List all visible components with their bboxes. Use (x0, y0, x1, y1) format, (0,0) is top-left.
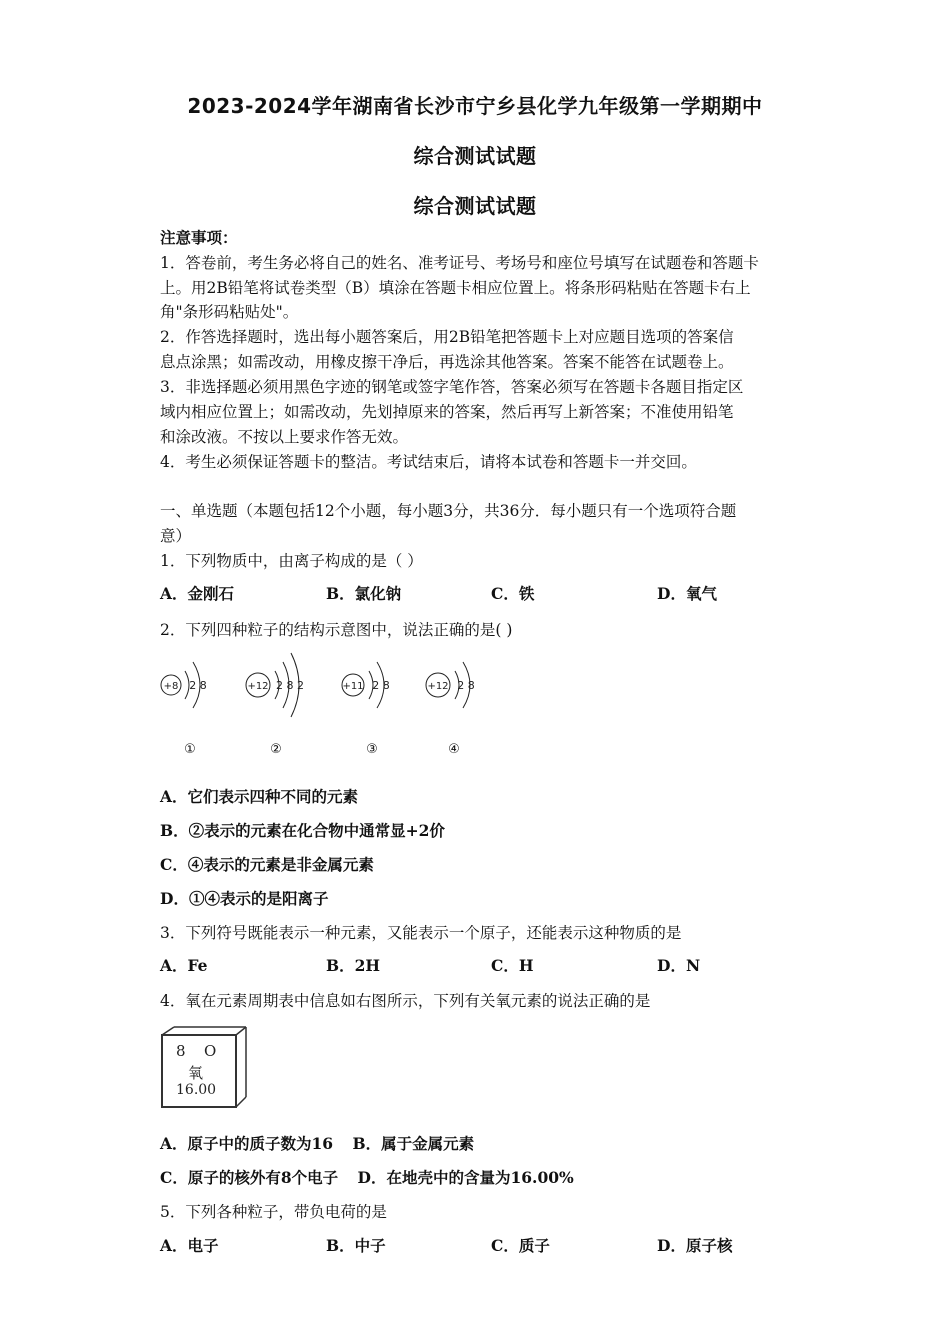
notice-line: 2．作答选择题时，选出每小题答案后，用2B铅笔把答题卡上对应题目选项的答案信 (160, 328, 734, 346)
q2-option-b: B．②表示的元素在化合物中通常显+2价 (160, 821, 445, 840)
q3-option-a: A．Fe (160, 956, 208, 975)
notice-line: 域内相应位置上；如需改动，先划掉原来的答案，然后再写上新答案；不准使用铅笔 (160, 403, 734, 421)
section-heading-line2: 意） (160, 527, 192, 545)
q3-option-b: B．2H (326, 956, 381, 975)
atom-diagram-4 (422, 648, 494, 718)
q5-option-d: D．原子核 (657, 1236, 733, 1255)
notice-heading: 注意事项： (160, 228, 238, 247)
notice-line: 4．考生必须保证答题卡的整洁。考试结束后，请将本试卷和答题卡一并交回。 (160, 453, 697, 471)
q5-option-a: A．电子 (160, 1236, 219, 1255)
q3-stem: 3．下列符号既能表示一种元素，又能表示一个原子，还能表示这种物质的是 (160, 924, 682, 942)
q5-stem: 5．下列各种粒子，带负电荷的是 (160, 1203, 387, 1221)
atom-nucleus: +12 (427, 681, 449, 692)
atom-label-4: ④ (448, 742, 460, 757)
q3-options (160, 955, 800, 977)
atom-diagram-3 (338, 648, 410, 718)
atom-shells: 2 8 (457, 679, 475, 692)
q4-option-a: A．原子中的质子数为16 (160, 1134, 334, 1153)
q4-options-row2 (160, 1167, 800, 1189)
notice-line: 和涂改液。不按以上要求作答无效。 (160, 428, 409, 446)
notice-line: 息点涂黑；如需改动，用橡皮擦干净后，再选涂其他答案。答案不能答在试题卷上。 (160, 353, 734, 371)
q3-option-d: D．N (657, 956, 701, 975)
q1-options (160, 583, 800, 605)
atom-nucleus: +8 (163, 681, 179, 692)
atom-label-3: ③ (366, 742, 378, 757)
atom-label-1: ① (184, 742, 196, 757)
q4-option-b: B．属于金属元素 (352, 1134, 475, 1153)
q1-option-a: A．金刚石 (160, 584, 235, 603)
element-atomic-mass: 16.00 (176, 1082, 217, 1098)
exam-title-line2: 综合测试试题 (413, 144, 537, 168)
q5-option-b: B．中子 (326, 1236, 386, 1255)
notice-line: 角"条形码粘贴处"。 (160, 303, 299, 321)
atom-nucleus: +11 (342, 681, 364, 692)
q3-option-c: C．H (491, 956, 534, 975)
atom-shells: 2 8 2 (276, 679, 304, 692)
exam-title-line1: 2023-2024学年湖南省长沙市宁乡县化学九年级第一学期期中 (187, 94, 763, 118)
notice-line: 上。用2B铅笔将试卷类型（B）填涂在答题卡相应位置上。将条形码粘贴在答题卡右上 (160, 279, 751, 297)
atom-shells: 2 8 (372, 679, 390, 692)
q4-options-row1 (160, 1133, 800, 1155)
notice-line: 3．非选择题必须用黑色字迹的钢笔或签字笔作答，答案必须写在答题卡各题目指定区 (160, 378, 744, 396)
q5-option-c: C．质子 (491, 1236, 550, 1255)
q1-option-d: D．氧气 (657, 584, 717, 603)
q1-option-b: B．氯化钠 (326, 584, 402, 603)
q2-option-d: D．①④表示的是阳离子 (160, 889, 329, 908)
notice-line: 1．答卷前，考生务必将自己的姓名、准考证号、考场号和座位号填写在试题卷和答题卡 (160, 254, 759, 272)
q1-option-c: C．铁 (491, 584, 535, 603)
section-heading-line1: 一、单选题（本题包括12个小题，每小题3分，共36分．每小题只有一个选项符合题 (160, 502, 737, 520)
atom-diagram-1 (158, 648, 230, 718)
atom-label-2: ② (270, 742, 282, 757)
atom-shells: 2 8 (189, 679, 207, 692)
element-atomic-number: 8 (176, 1042, 186, 1060)
element-name: 氧 (188, 1064, 204, 1082)
atom-diagram-2 (242, 648, 314, 718)
q5-options (160, 1235, 800, 1257)
element-symbol: O (204, 1042, 217, 1060)
q2-stem: 2．下列四种粒子的结构示意图中，说法正确的是( ) (160, 621, 513, 639)
q4-option-d: D．在地壳中的含量为16.00% (357, 1168, 574, 1187)
q2-option-a: A．它们表示四种不同的元素 (160, 787, 359, 806)
q1-stem: 1．下列物质中，由离子构成的是（ ） (160, 552, 423, 570)
exam-title-line3: 综合测试试题 (413, 194, 537, 218)
q4-option-c: C．原子的核外有8个电子 (160, 1168, 339, 1187)
q4-stem: 4．氧在元素周期表中信息如右图所示，下列有关氧元素的说法正确的是 (160, 992, 651, 1010)
q2-option-c: C．④表示的元素是非金属元素 (160, 855, 374, 874)
periodic-table-cell (160, 1025, 250, 1109)
atom-nucleus: +12 (247, 681, 269, 692)
